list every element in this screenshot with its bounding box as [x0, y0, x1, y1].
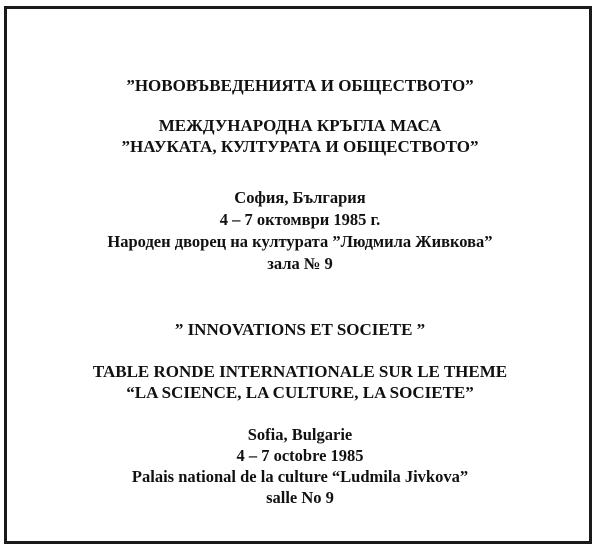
- french-event-line-2: “LA SCIENCE, LA CULTURE, LA SOCIETE”: [126, 383, 474, 402]
- french-dates: 4 – 7 octobre 1985: [236, 446, 364, 465]
- bulgarian-city: София, България: [234, 188, 366, 207]
- french-title: ” INNOVATIONS ET SOCIETE ”: [174, 320, 426, 339]
- bulgarian-event-line-1: МЕЖДУНАРОДНА КРЪГЛА МАСА: [158, 116, 442, 135]
- french-hall: salle No 9: [266, 488, 334, 507]
- bulgarian-dates: 4 – 7 октомври 1985 г.: [219, 210, 381, 229]
- bulgarian-title: ”НОВОВЪВЕДЕНИЯТА И ОБЩЕСТВОТО”: [126, 76, 474, 95]
- bulgarian-hall: зала № 9: [267, 254, 333, 273]
- bulgarian-venue: Народен дворец на културата ”Людмила Живкова”: [107, 232, 493, 251]
- bulgarian-event-line-2: ”НАУКАТА, КУЛТУРАТА И ОБЩЕСТВОТО”: [121, 137, 479, 156]
- french-city: Sofia, Bulgarie: [247, 425, 353, 444]
- french-venue: Palais national de la culture “Ludmila Jivkova”: [131, 467, 469, 486]
- french-event-line-1: TABLE RONDE INTERNATIONALE SUR LE THEME: [92, 362, 508, 381]
